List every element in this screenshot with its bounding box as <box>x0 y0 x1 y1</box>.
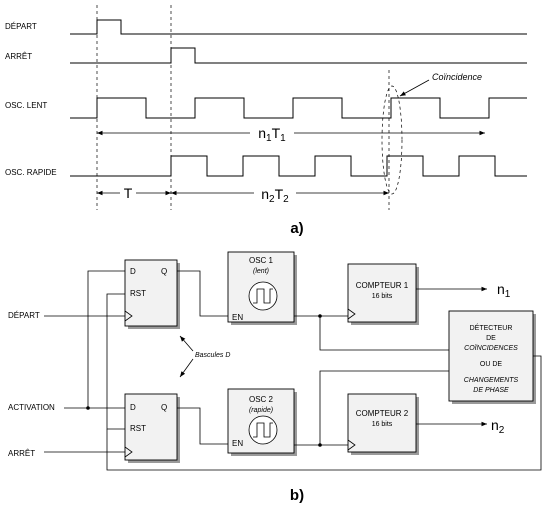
osc-rapide-waveform <box>70 156 527 176</box>
detector-line3: COÏNCIDENCES <box>464 345 518 352</box>
n2t2-label: $n_2T_2$ <box>261 186 289 205</box>
output-n1-label: $n_1$ <box>497 281 511 300</box>
osc-rapide-signal-label: OSC. RAPIDE <box>5 168 57 177</box>
osc1-en-pin: EN <box>232 313 244 322</box>
input-depart-label: DÉPART <box>8 311 40 320</box>
counter1-bits: 16 bits <box>371 293 393 300</box>
coincidence-label: Coïncidence <box>432 72 483 82</box>
detector-line2: DE <box>486 335 496 342</box>
detector-block <box>449 311 536 404</box>
detector-line1: DÉTECTEUR <box>469 325 513 332</box>
detector-line4: OU DE <box>479 361 503 368</box>
counter2-bits: 16 bits <box>371 421 393 428</box>
osc2-square-wave-icon <box>249 416 277 444</box>
bascules-pointer-up <box>180 336 193 351</box>
osc2-subtitle: (rapide) <box>248 407 274 414</box>
ff2-rst-pin: RST <box>130 424 146 433</box>
osc-lent-waveform <box>70 98 527 118</box>
ff2-q-pin: Q <box>161 403 168 412</box>
counter1-title: COMPTEUR 1 <box>355 281 409 290</box>
d-flip-flop-1 <box>125 260 180 329</box>
osc2-title: OSC 2 <box>248 395 274 404</box>
osc-1-block <box>228 252 297 325</box>
ff1-rst-pin: RST <box>130 289 146 298</box>
osc1-title: OSC 1 <box>248 256 274 265</box>
input-arret-label: ARRÊT <box>8 449 36 458</box>
bascules-pointer-down <box>180 359 193 377</box>
detector-line6: DE PHASE <box>473 387 509 394</box>
output-n2-label: $n_2$ <box>491 417 505 436</box>
t-label: T <box>123 185 133 201</box>
arret-signal-label: ARRÊT <box>5 52 33 61</box>
block-diagram <box>8 252 541 504</box>
caption-b: b) <box>289 487 305 504</box>
caption-a: a) <box>290 220 304 237</box>
bascules-d-label: Bascules D <box>195 352 231 359</box>
depart-waveform <box>70 20 527 34</box>
counter2-title: COMPTEUR 2 <box>355 409 409 418</box>
n1t1-label: $n_1T_1$ <box>258 125 286 144</box>
ff2-d-pin: D <box>130 403 136 412</box>
detector-line5: CHANGEMENTS <box>463 377 519 384</box>
osc-2-block <box>228 389 297 456</box>
arret-waveform <box>70 48 527 63</box>
counter-2-block <box>348 394 419 455</box>
d-flip-flop-2 <box>125 394 180 463</box>
timing-diagram <box>5 5 527 237</box>
counter-1-block <box>348 264 419 325</box>
coincidence-pointer <box>400 80 429 96</box>
ff1-d-pin: D <box>130 267 136 276</box>
osc-lent-signal-label: OSC. LENT <box>5 101 48 110</box>
osc2-en-pin: EN <box>232 439 244 448</box>
depart-signal-label: DÉPART <box>5 22 37 31</box>
ff1-q-pin: Q <box>161 267 168 276</box>
coincidence-ellipse <box>382 86 402 194</box>
osc1-subtitle: (lent) <box>253 268 269 275</box>
osc1-square-wave-icon <box>249 282 277 310</box>
input-activation-label: ACTIVATION <box>8 403 55 412</box>
